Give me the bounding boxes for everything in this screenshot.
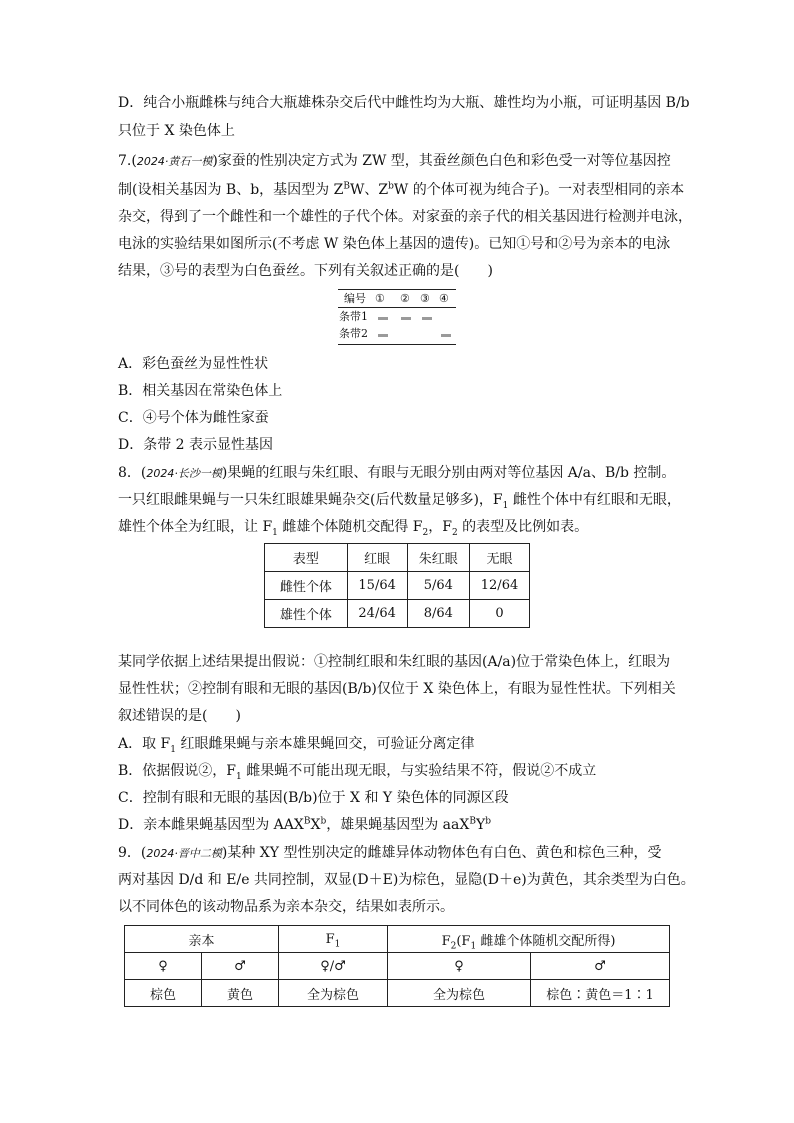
- band-2-lane-4: [441, 334, 451, 337]
- q8-line3-b: 雌雄个体随机交配得 F: [277, 519, 423, 535]
- band-1-lane-2: [401, 317, 411, 320]
- q8-sub-2: 1: [272, 527, 278, 538]
- q7-line4: 电泳的实验结果如图所示(不考虑 W 染色体上基因的遗传)。已知①号和②号为亲本的电泳: [118, 236, 671, 252]
- cross-results-table: [124, 925, 670, 1007]
- q8-option-a-sub: 1: [170, 744, 177, 755]
- table-header-cell: 红眼: [347, 544, 407, 572]
- q7-line2-a: 制(设相关基因为 B、b，基因型为 Z: [118, 182, 344, 198]
- table-cell: 全为棕色: [279, 980, 388, 1007]
- sex-female-cell: ♀: [388, 953, 531, 980]
- header-f2-desc: 雌雄个体随机交配所得): [476, 933, 616, 949]
- q7-line1-text: )家蚕的性别决定方式为 ZW 型，其蚕丝颜色白色和彩色受一对等位基因控: [212, 153, 671, 169]
- figure-id-2: ②: [400, 292, 410, 305]
- electrophoresis-figure: [338, 289, 456, 345]
- q7-option-a: A．彩色蚕丝为显性性状: [118, 356, 269, 372]
- table-row: [125, 980, 670, 1007]
- q7-line1: [118, 151, 671, 172]
- q8-option-b-part1: B．依据假说②，F: [118, 763, 237, 779]
- q8-hypothesis-line1: 某同学依据上述结果提出假说：①控制红眼和朱红眼的基因(A/a)位于常染色体上，红眼为: [118, 654, 671, 670]
- q8-option-c: C．控制有眼和无眼的基因(B/b)位于 X 和 Y 染色体的同源区段: [118, 790, 509, 806]
- q7-option-b: B．相关基因在常染色体上: [118, 383, 283, 399]
- header-f2-text: F: [441, 933, 451, 949]
- q8-option-b: [118, 761, 596, 781]
- q7-option-d: D．条带 2 表示显性基因: [118, 437, 274, 453]
- table-cell: 雌性个体: [265, 572, 348, 600]
- q8-line2: [118, 490, 681, 510]
- q7-source: 2024·黄石一模: [136, 155, 213, 168]
- sex-male-cell: ♂: [531, 953, 670, 980]
- q8-option-a-part1: A．取 F: [118, 736, 171, 752]
- table-cell: 雄性个体: [265, 600, 348, 628]
- q8-line1: [118, 463, 675, 484]
- q8-option-d-part4: Y: [475, 817, 486, 833]
- figure-id-3: ③: [420, 292, 430, 305]
- table-cell: 0: [470, 600, 530, 628]
- q8-option-d-sup1: B: [303, 816, 311, 827]
- table-cell: 24/64: [347, 600, 407, 628]
- header-f1-sub: 1: [334, 939, 341, 950]
- header-f2-paren: (F: [456, 933, 471, 949]
- table-header-cell: 无眼: [470, 544, 530, 572]
- q7-line5: 结果，③号的表型为白色蚕丝。下列有关叙述正确的是( ): [118, 263, 493, 279]
- q9-line2: 两对基因 D/d 和 E/e 共同控制，双显(D＋E)为棕色，显隐(D＋e)为黄色，其余类型为白色。: [118, 872, 695, 888]
- q8-line3-d: 的表型及比例如表。: [457, 519, 589, 535]
- band-1-lane-1: [378, 317, 388, 320]
- prev-option-d-line2: 只位于 X 染色体上: [118, 123, 235, 139]
- table-cell: 棕色∶黄色＝1∶1: [531, 980, 670, 1007]
- q8-sub-1: 1: [502, 500, 509, 511]
- q9-line1-text: )某种 XY 型性别决定的雌雄异体动物体色有白色、黄色和棕色三种，受: [221, 845, 662, 861]
- q8-option-d-sup3: B: [469, 816, 476, 827]
- q8-option-d-part1: D．亲本雌果蝇基因型为 AAX: [118, 817, 304, 833]
- table-cell: 5/64: [407, 572, 469, 600]
- q8-option-d: [118, 815, 491, 835]
- q7-line2-b: W、Z: [349, 182, 389, 198]
- table-cell: 12/64: [470, 572, 530, 600]
- q9-prefix: 9．(: [118, 845, 147, 861]
- table-cell: 棕色: [125, 980, 202, 1007]
- q8-line3: [118, 517, 588, 537]
- q8-hypothesis-line2: 显性性状；②控制有眼和无眼的基因(B/b)仅位于 X 染色体上，有眼为显性性状。下列相关: [118, 681, 676, 697]
- figure-id-4: ④: [439, 292, 449, 305]
- header-f1: [279, 926, 388, 953]
- q7-line2-c: W 的个体可视为纯合子)。一对表型相同的亲本: [393, 182, 685, 198]
- header-f1-text: F: [325, 931, 335, 947]
- table-row: [265, 600, 530, 628]
- q8-option-b-part2: 雌果蝇不可能出现无眼，与实验结果不符，假说②不成立: [241, 763, 597, 779]
- q8-option-a: [118, 734, 474, 754]
- q9-line1: [118, 843, 661, 864]
- q8-hypothesis-line3: 叙述错误的是( ): [118, 708, 241, 724]
- table-cell: 黄色: [202, 980, 279, 1007]
- prev-option-d-line1: D．纯合小瓶雌株与纯合大瓶雄株杂交后代中雌性均为大瓶、雄性均为小瓶，可证明基因 B/b: [118, 95, 690, 111]
- table-sex-row: [125, 953, 670, 980]
- q9-line3: 以不同体色的该动物品系为亲本杂交，结果如表所示。: [118, 899, 454, 915]
- q7-line2: [118, 180, 684, 200]
- sex-both-cell: ♀/♂: [279, 953, 388, 980]
- table-header-row: [265, 544, 530, 572]
- band-2-lane-1: [378, 334, 388, 337]
- q8-line3-a: 雄性个体全为红眼，让 F: [118, 519, 273, 535]
- sex-female-cell: ♀: [125, 953, 202, 980]
- table-cell: 15/64: [347, 572, 407, 600]
- q7-sup-b1: B: [343, 181, 350, 192]
- q8-line3-c: ，F: [428, 519, 452, 535]
- table-header-cell: 表型: [265, 544, 348, 572]
- figure-row2-label: 条带2: [339, 327, 368, 340]
- table-cell: 8/64: [407, 600, 469, 628]
- q7-sup-b2: b: [388, 181, 394, 192]
- q8-sub-4: 2: [451, 527, 458, 538]
- q8-option-d-sup4: b: [485, 816, 491, 827]
- table-header-cell: 朱红眼: [407, 544, 469, 572]
- q9-source: 2024·晋中二模: [146, 847, 222, 860]
- table-cell: 全为棕色: [388, 980, 531, 1007]
- header-parent: 亲本: [125, 926, 279, 953]
- q8-option-a-part2: 红眼雌果蝇与亲本雄果蝇回交，可验证分离定律: [176, 736, 475, 752]
- figure-id-1: ①: [375, 292, 385, 305]
- q8-option-b-sub: 1: [236, 771, 242, 782]
- q8-option-d-part3: ，雄果蝇基因型为 aaX: [326, 817, 470, 833]
- q8-line2-a: 一只红眼雌果蝇与一只朱红眼雄果蝇杂交(后代数量足够多)，F: [118, 492, 503, 508]
- figure-row1-label: 条带1: [339, 310, 368, 323]
- table-header-row: [125, 926, 670, 953]
- q8-prefix: 8．(: [118, 465, 147, 481]
- sex-male-cell: ♂: [202, 953, 279, 980]
- q8-option-d-sup2: b: [320, 816, 327, 827]
- header-f2: [388, 926, 670, 953]
- header-f2-sub2: 1: [470, 941, 477, 952]
- band-1-lane-3: [422, 317, 432, 320]
- q7-option-c: C．④号个体为雌性家蚕: [118, 410, 269, 426]
- q8-line1-text: )果蝇的红眼与朱红眼、有眼与无眼分别由两对等位基因 A/a、B/b 控制。: [221, 465, 676, 481]
- q8-line2-b: 雌性个体中有红眼和无眼，: [508, 492, 681, 508]
- phenotype-table: [264, 543, 530, 628]
- figure-header-label: 编号: [344, 292, 366, 305]
- q8-option-d-part2: X: [310, 817, 321, 833]
- table-row: [265, 572, 530, 600]
- header-f2-sub: 2: [450, 941, 457, 952]
- q7-line3: 杂交，得到了一个雌性和一个雄性的子代个体。对家蚕的亲子代的相关基因进行检测并电泳，: [118, 209, 692, 225]
- q8-sub-3: 2: [422, 527, 429, 538]
- q7-prefix: 7.(: [118, 153, 137, 169]
- q8-source: 2024·长沙一模: [146, 467, 222, 480]
